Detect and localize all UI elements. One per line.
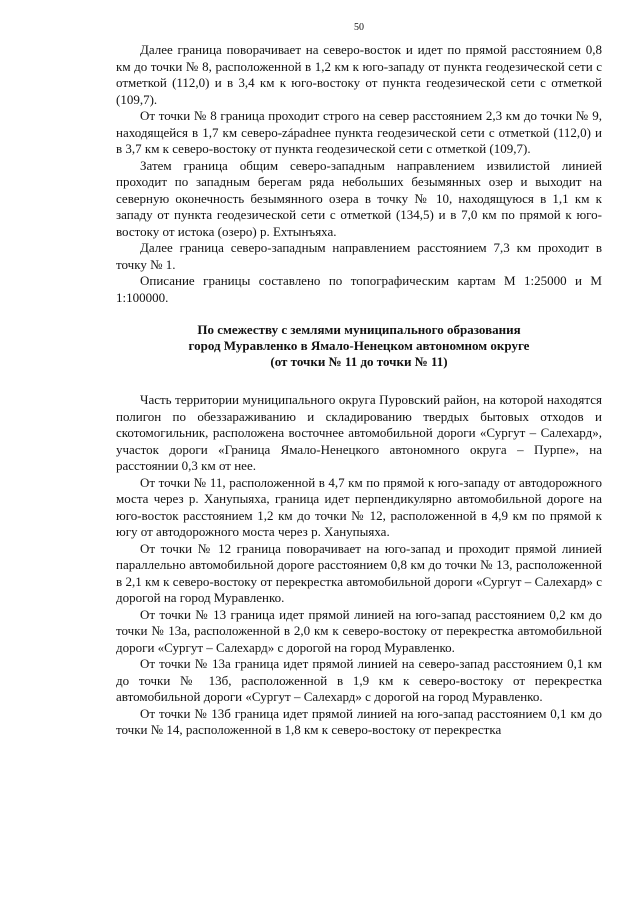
heading-line: (от точки № 11 до точки № 11) (270, 354, 448, 369)
heading-line: город Муравленко в Ямало-Ненецком автономном округе (188, 338, 530, 353)
paragraph: От точки № 11, расположенной в 4,7 км по прямой к юго-западу от автодорожного моста через р. Ханупыяха, граница идет перпендикулярно автомобильной дороге на юго-восток расстоянием 1,2 км до точки № 12, расположенной в 4,9 км по прямой к югу от автодорожного моста через р. Ханупыяха. (116, 474, 602, 539)
paragraph: От точки № 13б граница идет прямой линией на юго-запад расстоянием 0,1 км до точки № 14, расположенной в 1,8 км к северо-востоку от перекрестка (116, 705, 602, 737)
heading-line: По смежеству с землями муниципального образования (197, 322, 521, 337)
paragraph: Далее граница северо-западным направлением расстоянием 7,3 км проходит в точку № 1. (116, 240, 602, 272)
paragraph: От точки № 8 граница проходит строго на север расстоянием 2,3 км до точки № 9, находящейся в 1,7 км северо-západнее пункта геодезической сети с отметкой (112,0) и в 3,7 км к северо-востоку от пункта геодезической сети с отметкой (109,7). (116, 108, 602, 156)
paragraph: От точки № 12 граница поворачивает на юго-запад и проходит прямой линией параллельно автомобильной дороге расстоянием 0,8 км до точки № 13, расположенной в 2,1 км к северо-востоку от перекрестка автомобильной дороги «Сургут – Салехард» с дорогой на город Муравленко. (116, 540, 602, 605)
paragraph: Описание границы составлено по топографическим картам М 1:25000 и М 1:100000. (116, 273, 602, 305)
paragraph: От точки № 13 граница идет прямой линией на юго-запад расстоянием 0,2 км до точки № 13а, расположенной в 2,0 км к северо-востоку от перекрестка автомобильной дороги «Сургут – Салехард» с дорогой на город Муравленко. (116, 606, 602, 655)
paragraph: От точки № 13а граница идет прямой линией на северо-запад расстоянием 0,1 км до точки № 13б, расположенной в 1,9 км к северо-востоку от перекрестка автомобильной дороги «Сургут – Салехард» с дорогой на город Муравленко. (116, 656, 602, 704)
paragraph: Часть территории муниципального округа Пуровский район, на которой находятся полигон по обеззараживанию и складированию твердых бытовых отходов и скотомогильник, расположена восточнее автомобильной дороги «Сургут – Салехард», участок дороги «Граница Ямало-Ненецкого автономного округа – Пурпе», на расстоянии 0,3 км от нее. (116, 392, 602, 473)
section-heading (116, 322, 602, 370)
paragraph: Далее граница поворачивает на северо-восток и идет по прямой расстоянием 0,8 км до точки № 8, расположенной в 1,2 км к юго-западу от пункта геодезической сети с отметкой (112,0) и в 3,4 км к юго-востоку от пункта геодезической сети с отметкой (109,7). (116, 42, 602, 107)
paragraph: Затем граница общим северо-западным направлением извилистой линией проходит по западным берегам ряда небольших безымянных озер и выходит на северную оконечность безымянного озера в точку № 10, находящуюся в 1,1 км к западу от пункта геодезической сети с отметкой (134,5) и в 7,0 км по прямой к юго-востоку от истока (озеро) р. Ехтынъяха. (116, 157, 602, 239)
page-number: 50 (354, 22, 364, 33)
